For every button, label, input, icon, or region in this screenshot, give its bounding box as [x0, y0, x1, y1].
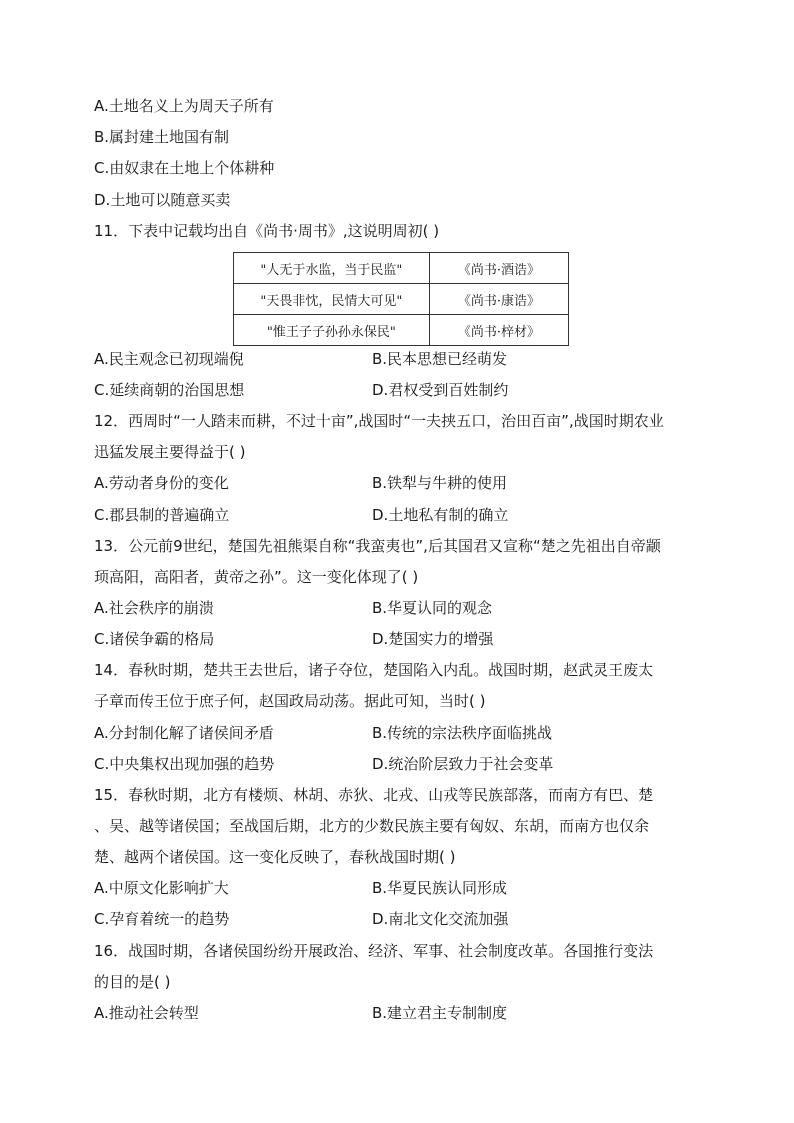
q15-stem-line-1: 15．春秋时期，北方有楼烦、林胡、赤狄、北戎、山戎等民族部落，而南方有巴、楚	[94, 786, 654, 804]
q16-option-b: B.建立君主专制制度	[372, 1004, 508, 1022]
source-cell: 《尚书·酒诰》	[429, 253, 568, 284]
table-row	[234, 253, 569, 284]
q11-quote-table	[233, 252, 569, 346]
q13-stem-line-1: 13．公元前9世纪，楚国先祖熊渠自称“我蛮夷也”,后其国君又宣称“楚之先祖出自帝颛	[94, 537, 661, 555]
q13-option-b: B.华夏认同的观念	[372, 599, 493, 617]
q10-option-c: C.由奴隶在土地上个体耕种	[94, 159, 275, 177]
q14-option-c: C.中央集权出现加强的趋势	[94, 755, 275, 773]
q16-stem-line-2: 的目的是( )	[94, 973, 171, 991]
q15-option-a: A.中原文化影响扩大	[94, 879, 229, 897]
q11-option-c: C.延续商朝的治国思想	[94, 381, 245, 399]
q12-option-b: B.铁犁与牛耕的使用	[372, 474, 508, 492]
q15-option-d: D.南北文化交流加强	[372, 910, 509, 928]
q13-option-d: D.楚国实力的增强	[372, 630, 494, 648]
q15-stem-line-2: 、吴、越等诸侯国；至战国后期，北方的少数民族主要有匈奴、东胡，而南方也仅余	[94, 817, 650, 835]
q10-option-d: D.土地可以随意买卖	[94, 191, 231, 209]
q14-option-d: D.统治阶层致力于社会变革	[372, 755, 554, 773]
q14-stem-line-1: 14．春秋时期，楚共王去世后，诸子夺位，楚国陷入内乱。战国时期，赵武灵王废太	[94, 661, 654, 679]
q12-option-c: C.郡县制的普遍确立	[94, 506, 230, 524]
quote-cell: "天畏非忱，民情大可见"	[234, 284, 430, 315]
q16-option-a: A.推动社会转型	[94, 1004, 199, 1022]
q14-option-a: A.分封制化解了诸侯间矛盾	[94, 724, 274, 742]
q13-option-a: A.社会秩序的崩溃	[94, 599, 214, 617]
q11-option-a: A.民主观念已初现端倪	[94, 350, 244, 368]
q14-option-b: B.传统的宗法秩序面临挑战	[372, 724, 553, 742]
q12-option-d: D.土地私有制的确立	[372, 506, 509, 524]
source-cell: 《尚书·梓材》	[429, 315, 568, 346]
q15-option-c: C.孕育着统一的趋势	[94, 910, 230, 928]
table-row	[234, 315, 569, 346]
q11-option-b: B.民本思想已经萌发	[372, 350, 508, 368]
quote-cell: "人无于水监，当于民监"	[234, 253, 430, 284]
q12-stem-line-1: 12．西周时“一人踏耒而耕，不过十亩”,战国时“一夫挟五口，治田百亩”,战国时期农业	[94, 412, 664, 430]
q12-stem-line-2: 迅猛发展主要得益于( )	[94, 443, 246, 461]
q10-option-a: A.土地名义上为周天子所有	[94, 97, 274, 115]
source-cell: 《尚书·康诰》	[429, 284, 568, 315]
q15-stem-line-3: 楚、越两个诸侯国。这一变化反映了，春秋战国时期( )	[94, 848, 456, 866]
q11-option-d: D.君权受到百姓制约	[372, 381, 509, 399]
q14-stem-line-2: 子章而传王位于庶子何，赵国政局动荡。据此可知，当时( )	[94, 692, 486, 710]
quote-cell: "惟王子子孙孙永保民"	[234, 315, 430, 346]
q16-stem-line-1: 16．战国时期，各诸侯国纷纷开展政治、经济、军事、社会制度改革。各国推行变法	[94, 942, 654, 960]
q13-option-c: C.诸侯争霸的格局	[94, 630, 215, 648]
table-row	[234, 284, 569, 315]
q13-stem-line-2: 顼高阳，高阳者，黄帝之孙”。这一变化体现了( )	[94, 568, 419, 586]
q12-option-a: A.劳动者身份的变化	[94, 474, 229, 492]
q15-option-b: B.华夏民族认同形成	[372, 879, 508, 897]
q11-stem: 11．下表中记载均出自《尚书·周书》,这说明周初( )	[94, 222, 440, 240]
q10-option-b: B.属封建土地国有制	[94, 128, 230, 146]
